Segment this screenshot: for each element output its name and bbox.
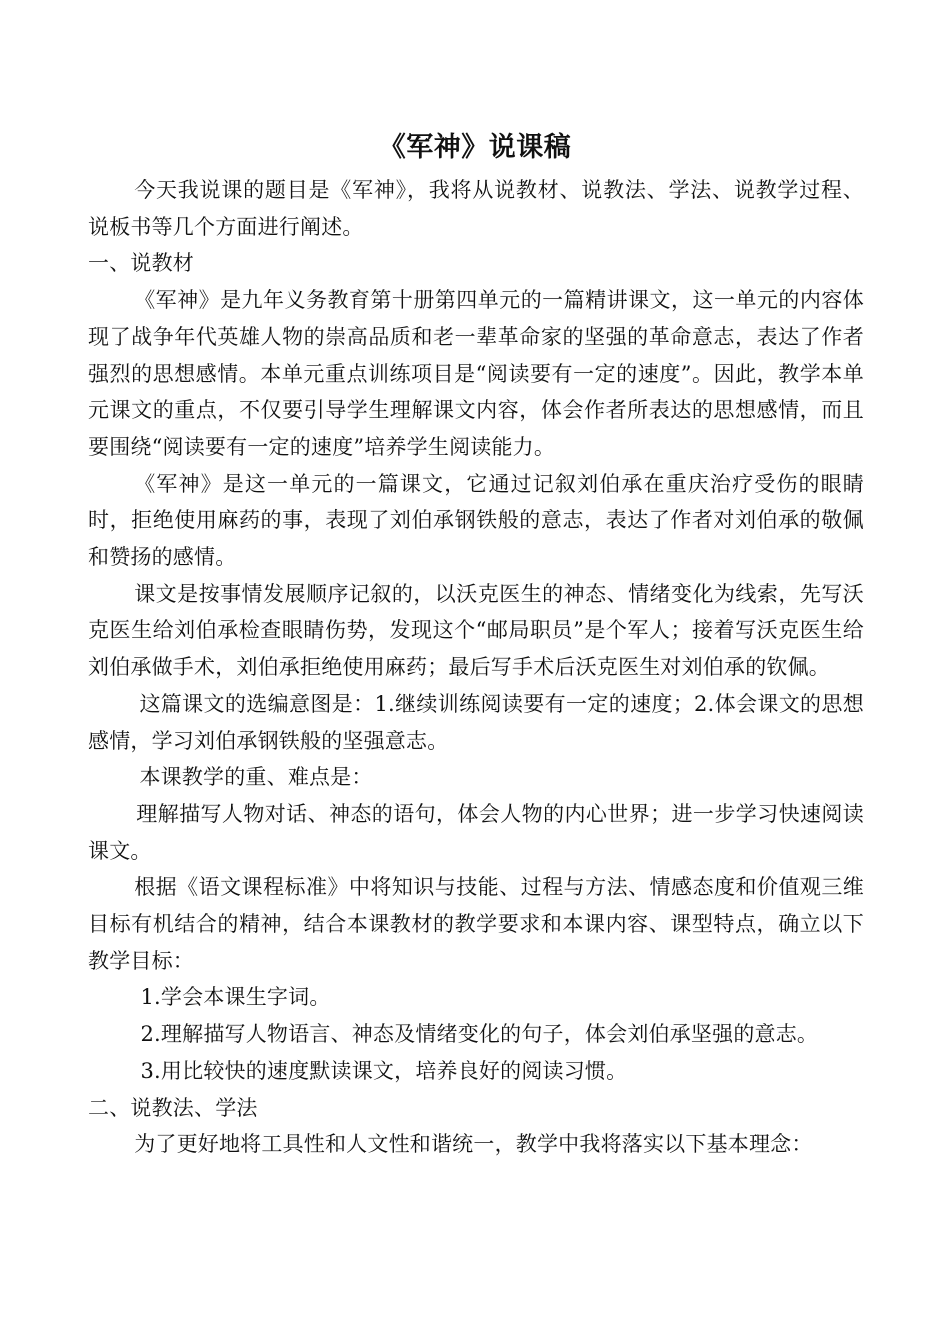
key-points-paragraph: 理解描写人物对话、神态的语句，体会人物的内心世界；进一步学习快速阅读课文。 [88,801,864,863]
methods-paragraph: 为了更好地将工具性和人文性和谐统一，教学中我将落实以下基本理念： [134,1132,813,1157]
document-body [88,172,864,1163]
curriculum-paragraph: 根据《语文课程标准》中将知识与技能、过程与方法、情感态度和价值观三维目标有机结合的精神，结合本课教材的教学要求和本课内容、课型特点，确立以下教学目标： [88,875,864,973]
key-points-heading: 本课教学的重、难点是： [139,765,373,790]
textbook-paragraph-2: 《军神》是这一单元的一篇课文，它通过记叙刘伯承在重庆治疗受伤的眼睛时，拒绝使用麻药的事，表现了刘伯承钢铁般的意志，表达了作者对刘伯承的敬佩和赞扬的感情。 [88,471,864,570]
teaching-goal-item: 1.学会本课生字词。 [140,985,331,1010]
section-heading-methods: 二、说教法、学法 [88,1095,258,1120]
selection-intent-paragraph: 这篇课文的选编意图是：1.继续训练阅读要有一定的速度；2.体会课文的思想感情，学习刘伯承钢铁般的坚强意志。 [88,691,864,753]
textbook-paragraph-3: 课文是按事情发展顺序记叙的，以沃克医生的神态、情绪变化为线索，先写沃克医生给刘伯承检查眼睛伤势，发现这个“邮局职员”是个军人；接着写沃克医生给刘伯承做手术，刘伯承拒绝使用麻药；最后写手术后沃克医生对刘伯承的钦佩。 [88,581,864,680]
document-title: 《军神》说课稿 [378,132,572,163]
teaching-goal-item: 2.理解描写人物语言、神态及情绪变化的句子，体会刘伯承坚强的意志。 [140,1022,819,1047]
teaching-goal-item: 3.用比较快的速度默读课文，培养良好的阅读习惯。 [140,1058,628,1083]
textbook-paragraph-1: 《军神》是九年义务教育第十册第四单元的一篇精讲课文，这一单元的内容体现了战争年代英雄人物的崇高品质和老一辈革命家的坚强的革命意志，表达了作者强烈的思想感情。本单元重点训练项目是“阅读要有一定的速度”。因此，教学本单元课文的重点，不仅要引导学生理解课文内容，体会作者所表达的思想感情，而且要围绕“阅读要有一定的速度”培养学生阅读能力。 [88,288,864,459]
section-heading-textbook: 一、说教材 [88,251,194,276]
intro-paragraph: 今天我说课的题目是《军神》，我将从说教材、说教法、学法、说教学过程、说板书等几个方面进行阐述。 [88,178,864,239]
